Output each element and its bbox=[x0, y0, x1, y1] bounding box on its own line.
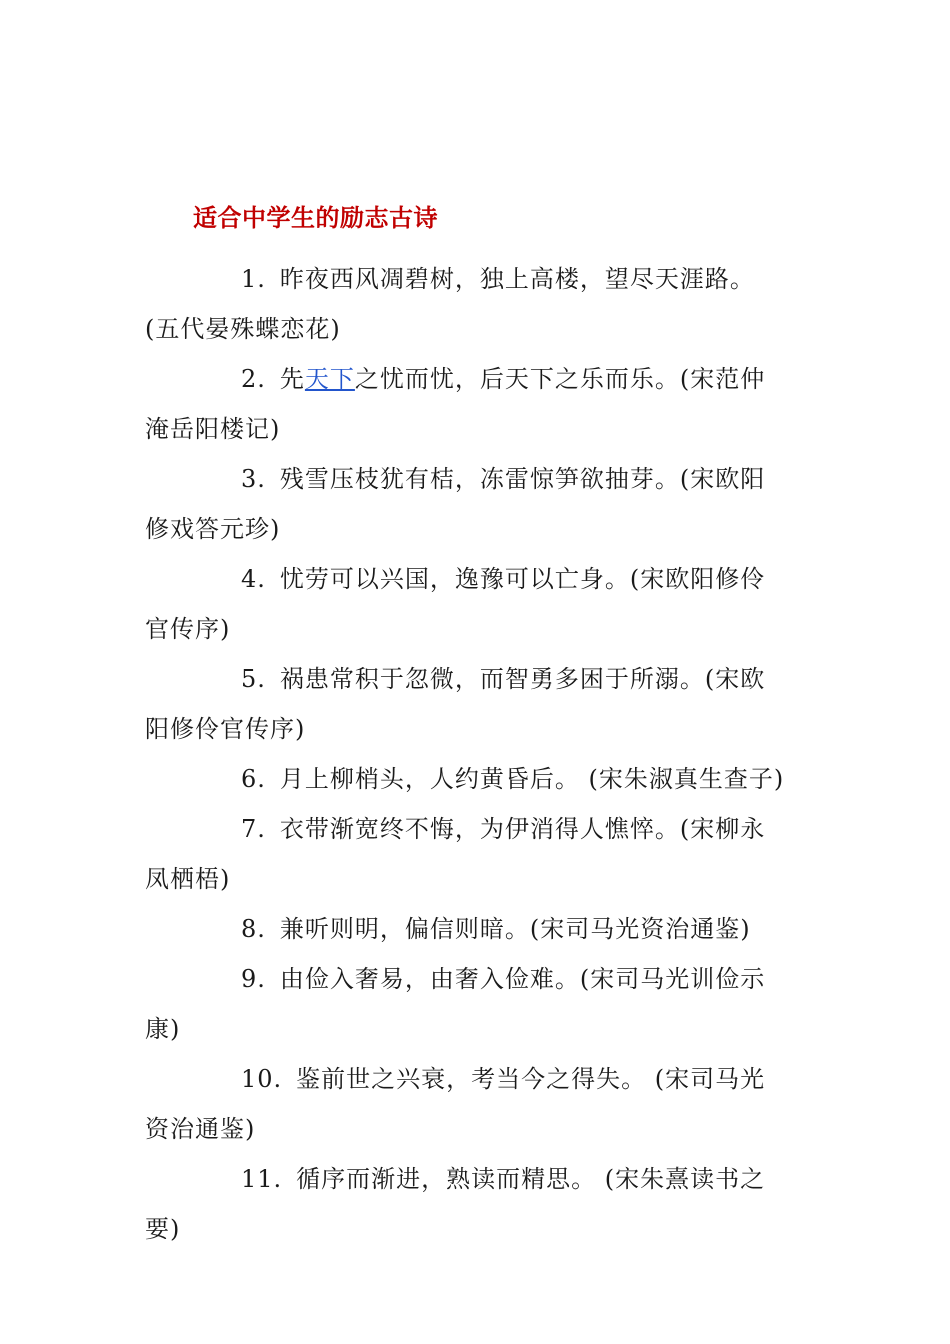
poem-text: 忧劳可以兴国，逸豫可以亡身。(宋欧阳修伶官传序) bbox=[145, 565, 766, 643]
poem-text: 衣带渐宽终不悔，为伊消得人憔悴。(宋柳永凤栖梧) bbox=[145, 815, 766, 893]
poem-number: 3. bbox=[241, 465, 266, 493]
poem-text: 残雪压枝犹有桔，冻雷惊笋欲抽芽。(宋欧阳修戏答元珍) bbox=[145, 465, 766, 543]
poem-item-3 bbox=[145, 454, 785, 554]
poem-text: 由俭入奢易，由奢入俭难。(宋司马光训俭示康) bbox=[145, 965, 766, 1043]
poem-number: 7. bbox=[241, 815, 266, 843]
poem-item-9 bbox=[145, 954, 785, 1054]
poem-item-1 bbox=[145, 254, 785, 354]
poem-text: 鉴前世之兴衰，考当今之得失。 (宋司马光资治通鉴) bbox=[145, 1065, 766, 1143]
poem-number: 1. bbox=[241, 265, 266, 293]
document-page bbox=[145, 198, 785, 1254]
poem-item-5 bbox=[145, 654, 785, 754]
poem-text: 兼听则明，偏信则暗。(宋司马光资治通鉴) bbox=[279, 915, 751, 943]
poem-text-continued: 之忧而忧，后天下之乐而乐。(宋范仲淹岳阳楼记) bbox=[145, 365, 766, 443]
poem-number: 5. bbox=[241, 665, 266, 693]
poem-item-11 bbox=[145, 1154, 785, 1254]
poem-number: 11. bbox=[241, 1165, 283, 1193]
poem-text: 月上柳梢头，人约黄昏后。 (宋朱淑真生查子) bbox=[279, 765, 785, 793]
poem-number: 8. bbox=[241, 915, 266, 943]
poem-item-10 bbox=[145, 1054, 785, 1154]
poem-number: 2. bbox=[241, 365, 266, 393]
poem-item-7 bbox=[145, 804, 785, 904]
document-title: 适合中学生的励志古诗 bbox=[193, 203, 438, 232]
poem-number: 6. bbox=[241, 765, 266, 793]
poem-item-2 bbox=[145, 354, 785, 454]
poem-text: 昨夜西风凋碧树，独上高楼，望尽天涯路。(五代晏殊蝶恋花) bbox=[145, 265, 755, 343]
poem-text: 先 bbox=[279, 365, 305, 393]
poem-item-4 bbox=[145, 554, 785, 654]
poem-text: 循序而渐进，熟读而精思。 (宋朱熹读书之要) bbox=[145, 1165, 766, 1243]
poem-item-8 bbox=[145, 904, 785, 954]
poem-item-6 bbox=[145, 754, 785, 804]
poem-number: 9. bbox=[241, 965, 266, 993]
poem-number: 10. bbox=[241, 1065, 283, 1093]
poem-number: 4. bbox=[241, 565, 266, 593]
tianxia-link[interactable]: 天下 bbox=[304, 365, 355, 393]
poem-text: 祸患常积于忽微，而智勇多困于所溺。(宋欧阳修伶官传序) bbox=[145, 665, 766, 743]
